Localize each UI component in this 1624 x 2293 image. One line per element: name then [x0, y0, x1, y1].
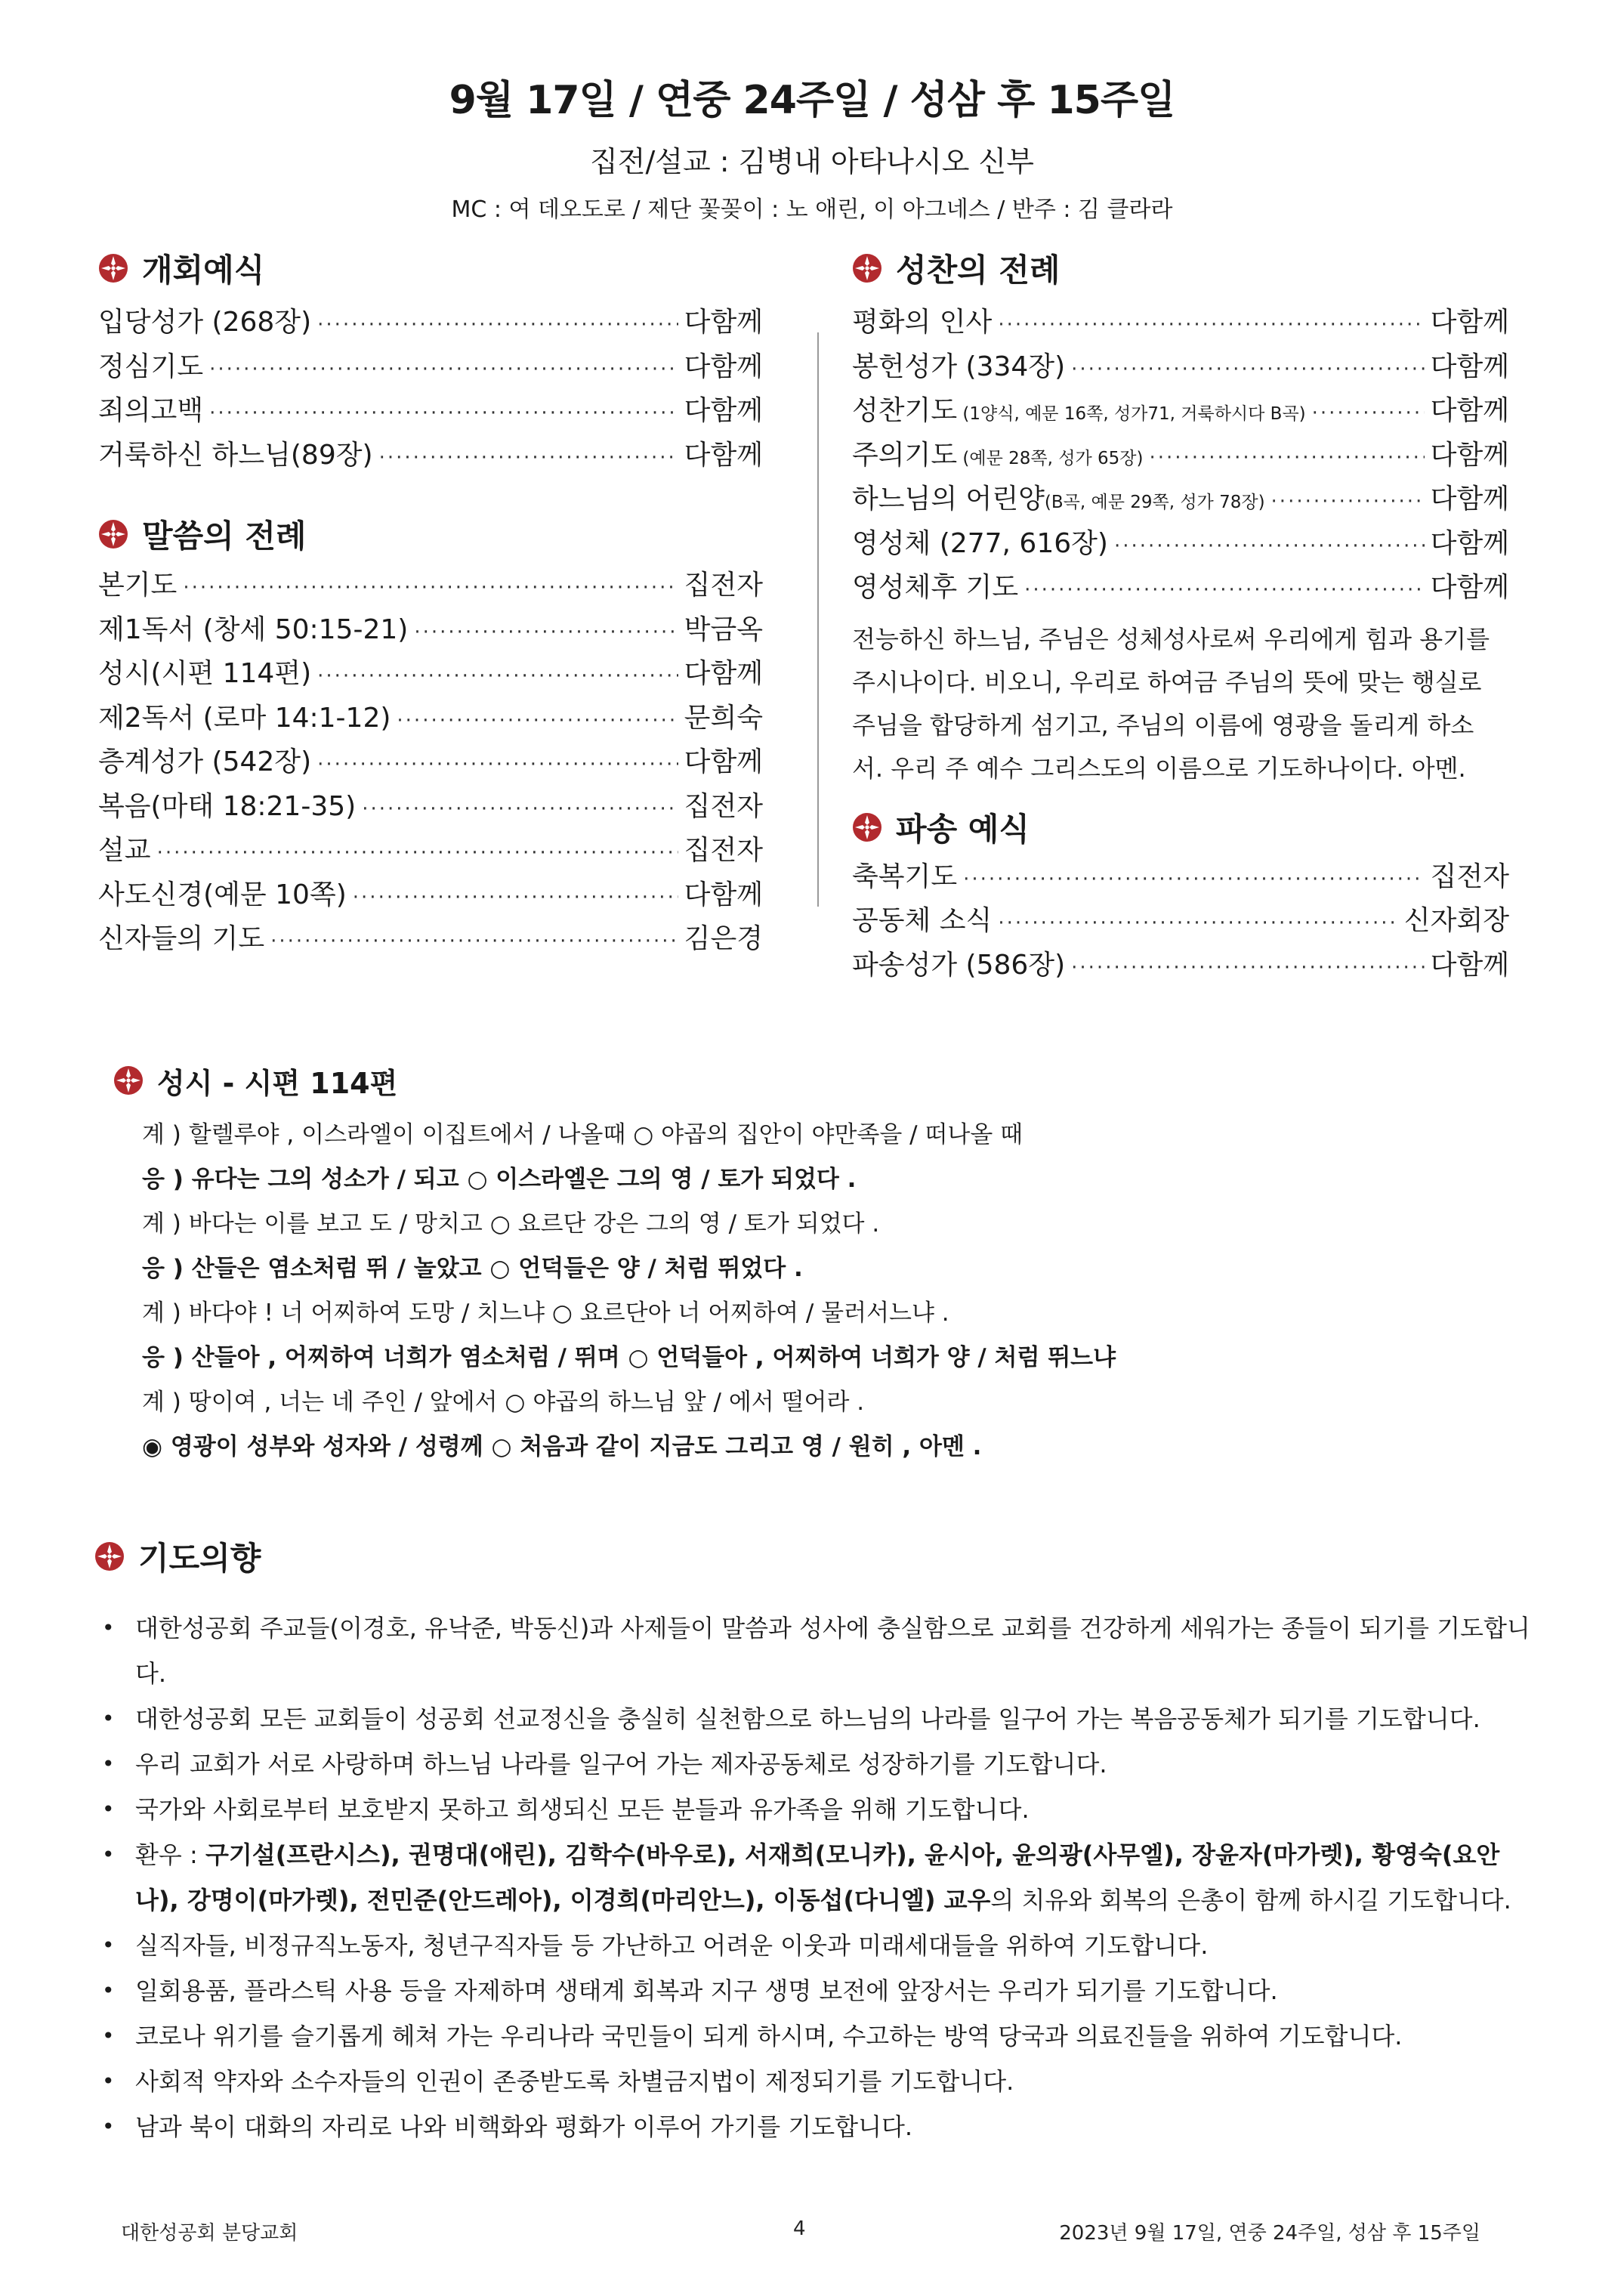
psalm-verse-line: 계 ) 바다야 ! 너 어찌하여 도망 / 치느냐 ○ 요르단아 너 어찌하여 / 물러서느냐 .	[142, 1299, 949, 1327]
intentions-list	[100, 1605, 1541, 2149]
order-item-leader: 집전자	[684, 835, 763, 866]
order-item-label: 죄의고백	[98, 395, 204, 426]
order-row	[852, 899, 1509, 944]
intention-item	[100, 1923, 1541, 1968]
cross-in-circle-icon	[113, 1065, 144, 1096]
psalm-response-line: 응 ) 산들아 , 어찌하여 너희가 염소처럼 / 뛰며 ○ 언덕들아 , 어찌하여 너희가 양 / 처럼 뛰느냐	[142, 1344, 1116, 1371]
eucharist-list	[852, 301, 1509, 610]
order-row	[852, 944, 1509, 988]
order-item-leader: 문희숙	[684, 702, 763, 734]
psalm-section	[113, 1054, 1511, 1469]
order-row	[98, 564, 763, 608]
section-dismissal-title	[852, 801, 1509, 854]
cross-in-circle-icon	[852, 812, 882, 842]
order-item-note: (예문 28쪽, 성가 65장)	[957, 448, 1144, 468]
intention-text-pre: 코로나 위기를 슬기롭게 헤쳐 가는 우리나라 국민들이 되게 하시며, 수고하는 방역 당국과 의료진들을 위하여 기도합니다.	[135, 2022, 1403, 2050]
bulletin-header	[0, 68, 1624, 224]
intention-item	[100, 1605, 1541, 1696]
dot-leader	[209, 391, 678, 436]
intention-item	[100, 1832, 1541, 1923]
order-item-leader: 집전자	[684, 570, 763, 601]
order-row	[98, 785, 763, 830]
left-column	[98, 242, 763, 962]
order-item-label-group	[98, 564, 177, 611]
order-item-label-group	[98, 434, 373, 481]
order-item-leader: 다함께	[684, 439, 763, 471]
intention-text-pre: 우리 교회가 서로 사랑하며 하느님 나라를 일구어 가는 제자공동체로 성장하기를 기도합니다.	[135, 1750, 1107, 1778]
order-row	[852, 566, 1509, 610]
order-item-label-group	[852, 389, 1306, 437]
order-item-label-group	[852, 855, 957, 903]
order-item-label: 정심기도	[98, 351, 204, 382]
dot-leader	[317, 743, 678, 787]
footer-date: 2023년 9월 17일, 연중 24주일, 성삼 후 15주일	[1059, 2222, 1480, 2245]
order-item-label: 성찬기도	[852, 395, 958, 426]
intention-item	[100, 1741, 1541, 1787]
order-row	[98, 389, 763, 434]
order-item-label-group	[852, 301, 992, 348]
section-intentions-title	[94, 1530, 1541, 1583]
dot-leader	[1071, 946, 1425, 990]
order-item-label: 영성체후 기도	[852, 572, 1019, 603]
order-item-label-group	[852, 899, 992, 947]
order-item-label-group	[852, 434, 1143, 481]
order-row	[852, 389, 1509, 434]
intentions-section	[94, 1530, 1541, 2149]
order-item-leader: 집전자	[1430, 861, 1509, 892]
order-item-note: (B곡, 예문 29쪽, 성가 78장)	[1044, 493, 1265, 512]
order-item-label-group	[852, 477, 1265, 525]
section-title: 기도의향	[138, 1540, 261, 1577]
order-item-leader: 다함께	[1430, 572, 1509, 603]
intention-text-pre: 환우 :	[135, 1840, 205, 1869]
order-item-label: 하느님의 어린양	[852, 484, 1045, 515]
psalm-response-line: ◉ 영광이 성부와 성자와 / 성령께 ○ 처음과 같이 지금도 그리고 영 / 원히 , 아멘 .	[142, 1433, 982, 1460]
order-row	[98, 740, 763, 785]
order-item-label-group	[98, 389, 203, 437]
order-item-leader: 다함께	[1430, 949, 1509, 981]
psalm-lines	[142, 1113, 1511, 1469]
order-item-label-group	[852, 345, 1065, 393]
order-row	[98, 345, 763, 390]
order-item-label: 축복기도	[852, 861, 958, 892]
order-row	[98, 917, 763, 962]
order-item-leader: 다함께	[1430, 484, 1509, 515]
order-item-label-group	[98, 345, 203, 393]
dot-leader	[1312, 391, 1425, 436]
order-row	[98, 652, 763, 697]
intention-text-pre: 일회용품, 플라스틱 사용 등을 자제하며 생태계 회복과 지구 생명 보전에 앞장서는 우리가 되기를 기도합니다.	[135, 1976, 1278, 2005]
order-item-label-group	[98, 697, 391, 744]
intention-item	[100, 1787, 1541, 1832]
section-word-title	[98, 508, 763, 561]
dot-leader	[317, 303, 678, 348]
intention-item	[100, 2059, 1541, 2104]
dot-leader	[209, 348, 678, 392]
order-item-note: (1양식, 예문 16쪽, 성가71, 거룩하시다 B곡)	[957, 404, 1306, 424]
intention-text-pre: 국가와 사회로부터 보호받지 못하고 희생되신 모든 분들과 유가족을 위해 기도합니다.	[135, 1795, 1030, 1824]
order-item-leader: 다함께	[684, 351, 763, 382]
order-item-label-group	[98, 740, 311, 788]
order-item-leader: 다함께	[1430, 527, 1509, 559]
dot-leader	[1149, 436, 1424, 481]
section-title: 개회예식	[142, 252, 265, 289]
order-row	[98, 873, 763, 918]
section-psalm-title	[113, 1054, 1511, 1107]
order-item-leader: 집전자	[684, 790, 763, 822]
section-title: 파송 예식	[896, 810, 1030, 848]
order-row	[852, 855, 1509, 900]
order-row	[98, 608, 763, 653]
order-item-label: 공동체 소식	[852, 905, 993, 936]
order-row	[98, 829, 763, 873]
order-item-leader: 다함께	[1430, 395, 1509, 426]
dot-leader	[397, 699, 678, 743]
order-item-leader: 신자회장	[1403, 905, 1509, 936]
order-item-label-group	[98, 873, 347, 921]
intention-text-post: 의 치유와 회복의 은총이 함께 하시길 기도합니다.	[990, 1886, 1511, 1914]
order-row	[852, 301, 1509, 345]
psalm-verse-line: 계 ) 할렐루야 , 이스라엘이 이집트에서 / 나올때 ○ 야곱의 집안이 야만족을 / 떠나올 때	[142, 1121, 1023, 1148]
intention-text-pre: 대한성공회 모든 교회들이 성공회 선교정신을 충실히 실천함으로 하느님의 나라를 일구어 가는 복음공동체가 되기를 기도합니다.	[135, 1704, 1480, 1733]
intention-text-pre: 실직자들, 비정규직노동자, 청년구직자들 등 가난하고 어려운 이웃과 미래세대들을 위하여 기도합니다.	[135, 1931, 1209, 1960]
order-item-leader: 김은경	[684, 923, 763, 954]
order-item-leader: 다함께	[684, 307, 763, 338]
cross-in-circle-icon	[94, 1541, 125, 1571]
dot-leader	[362, 787, 678, 832]
right-column	[852, 242, 1509, 987]
order-item-label-group	[98, 785, 356, 833]
cross-in-circle-icon	[98, 519, 128, 549]
order-item-label-group	[98, 917, 264, 965]
order-item-label-group	[852, 566, 1018, 613]
intention-item	[100, 1968, 1541, 2013]
staff-line: MC : 여 데오도로 / 제단 꽃꽂이 : 노 애린, 이 아그네스 / 반주 : 김 클라라	[451, 196, 1173, 223]
order-row	[98, 697, 763, 741]
order-row	[852, 522, 1509, 567]
page-title: 9월 17일 / 연중 24주일 / 성삼 후 15주일	[449, 78, 1175, 123]
psalm-verse-line: 계 ) 바다는 이를 보고 도 / 망치고 ○ 요르단 강은 그의 영 / 토가 되었다 .	[142, 1210, 880, 1238]
opening-list	[98, 301, 763, 477]
order-item-leader: 박금옥	[684, 613, 763, 645]
psalm-response-line: 응 ) 유다는 그의 성소가 / 되고 ○ 이스라엘은 그의 영 / 토가 되었다 .	[142, 1166, 857, 1193]
dot-leader	[183, 566, 678, 610]
psalm-verse-line: 계 ) 땅이여 , 너는 네 주인 / 앞에서 ○ 야곱의 하느님 앞 / 에서 떨어라 .	[142, 1389, 865, 1416]
order-item-label: 봉헌성가 (334장)	[852, 351, 1066, 382]
intention-text-pre: 남과 북이 대화의 자리로 나와 비핵화와 평화가 이루어 가기를 기도합니다.	[135, 2112, 913, 2141]
order-item-label-group	[98, 652, 311, 700]
cross-in-circle-icon	[98, 253, 128, 283]
order-item-label: 거룩하신 하느님(89장)	[98, 439, 373, 471]
psalm-response-line: 응 ) 산들은 염소처럼 뛰 / 놀았고 ○ 언덕들은 양 / 처럼 뛰었다 .	[142, 1255, 803, 1282]
order-item-label: 영성체 (277, 616장)	[852, 527, 1108, 559]
dot-leader	[157, 831, 678, 876]
order-item-label: 파송성가 (586장)	[852, 949, 1066, 981]
section-title: 성찬의 전례	[896, 252, 1061, 289]
intention-item	[100, 1696, 1541, 1741]
intention-item	[100, 2013, 1541, 2059]
order-item-label: 제2독서 (로마 14:1-12)	[98, 702, 391, 734]
intention-item	[100, 2104, 1541, 2149]
order-item-label-group	[98, 301, 311, 348]
section-eucharist-title	[852, 242, 1509, 295]
order-item-label-group	[852, 522, 1108, 570]
intention-text-pre: 사회적 약자와 소수자들의 인권이 존중받도록 차별금지법이 제정되기를 기도합니다.	[135, 2067, 1014, 2096]
order-item-label: 신자들의 기도	[98, 923, 265, 954]
order-item-leader: 다함께	[1430, 307, 1509, 338]
intention-text-bold: 구기설(프란시스), 권명대(애린), 김학수(바우로), 서재희(모니카), 윤시아, 윤의광(사무엘), 장윤자(마가렛), 황영숙(요안나), 강명이(마가렛), 전민준(안드레아), 이경희(마리안느), 이동섭(다니엘) 교우	[135, 1840, 1500, 1914]
dismissal-list	[852, 855, 1509, 988]
order-item-label: 평화의 인사	[852, 307, 993, 338]
celebrant-line: 집전/설교 : 김병내 아타나시오 신부	[590, 145, 1034, 178]
dot-leader	[1114, 524, 1425, 569]
order-item-leader: 다함께	[684, 879, 763, 910]
order-item-label-group	[98, 829, 151, 876]
dot-leader	[998, 303, 1424, 348]
order-item-leader: 다함께	[1430, 439, 1509, 471]
order-item-label: 사도신경(예문 10쪽)	[98, 879, 347, 910]
order-item-leader: 다함께	[1430, 351, 1509, 382]
dot-leader	[1024, 568, 1425, 613]
order-item-label: 설교	[98, 835, 151, 866]
footer-church: 대한성공회 분당교회	[121, 2222, 298, 2245]
word-list	[98, 564, 763, 962]
dot-leader	[414, 610, 678, 655]
column-divider	[817, 332, 819, 907]
order-item-label: 성시(시편 114편)	[98, 658, 312, 689]
order-row	[852, 477, 1509, 522]
footer-page-number: 4	[793, 2217, 806, 2240]
order-item-leader: 다함께	[684, 746, 763, 777]
dot-leader	[1271, 480, 1425, 524]
order-item-label: 층계성가 (542장)	[98, 746, 312, 777]
order-item-leader: 다함께	[684, 395, 763, 426]
dot-leader	[963, 858, 1425, 902]
intention-text-pre: 대한성공회 주교들(이경호, 유낙준, 박동신)과 사제들이 말씀과 성사에 충실함으로 교회를 건강하게 세워가는 종들이 되기를 기도합니다.	[135, 1614, 1530, 1688]
dot-leader	[998, 901, 1398, 946]
order-item-label: 주의기도	[852, 439, 958, 471]
order-row	[852, 434, 1509, 478]
order-item-label-group	[98, 608, 408, 656]
order-item-leader: 다함께	[684, 658, 763, 689]
section-opening-title	[98, 242, 763, 295]
section-title: 말씀의 전례	[142, 518, 307, 555]
section-title: 성시 - 시편 114편	[157, 1066, 398, 1100]
post-communion-prayer: 전능하신 하느님, 주님은 성체성사로써 우리에게 힘과 용기를 주시나이다. 비오니, 우리로 하여금 주님의 뜻에 맞는 행실로 주님을 합당하게 섬기고, 주님의 이름에 영광을 돌리게 하소서. 우리 주 예수 그리스도의 이름으로 기도하나이다. 아멘.	[852, 624, 1490, 783]
order-item-label-group	[852, 944, 1065, 991]
order-item-label: 본기도	[98, 570, 178, 601]
dot-leader	[353, 876, 678, 920]
order-item-label: 제1독서 (창세 50:15-21)	[98, 613, 409, 645]
cross-in-circle-icon	[852, 253, 882, 283]
dot-leader	[1071, 348, 1425, 392]
dot-leader	[270, 919, 678, 964]
order-item-label: 입당성가 (268장)	[98, 307, 312, 338]
dot-leader	[379, 436, 678, 481]
order-row	[98, 301, 763, 345]
order-item-label: 복음(마태 18:21-35)	[98, 790, 357, 822]
order-row	[98, 434, 763, 478]
order-row	[852, 345, 1509, 390]
dot-leader	[317, 654, 678, 699]
